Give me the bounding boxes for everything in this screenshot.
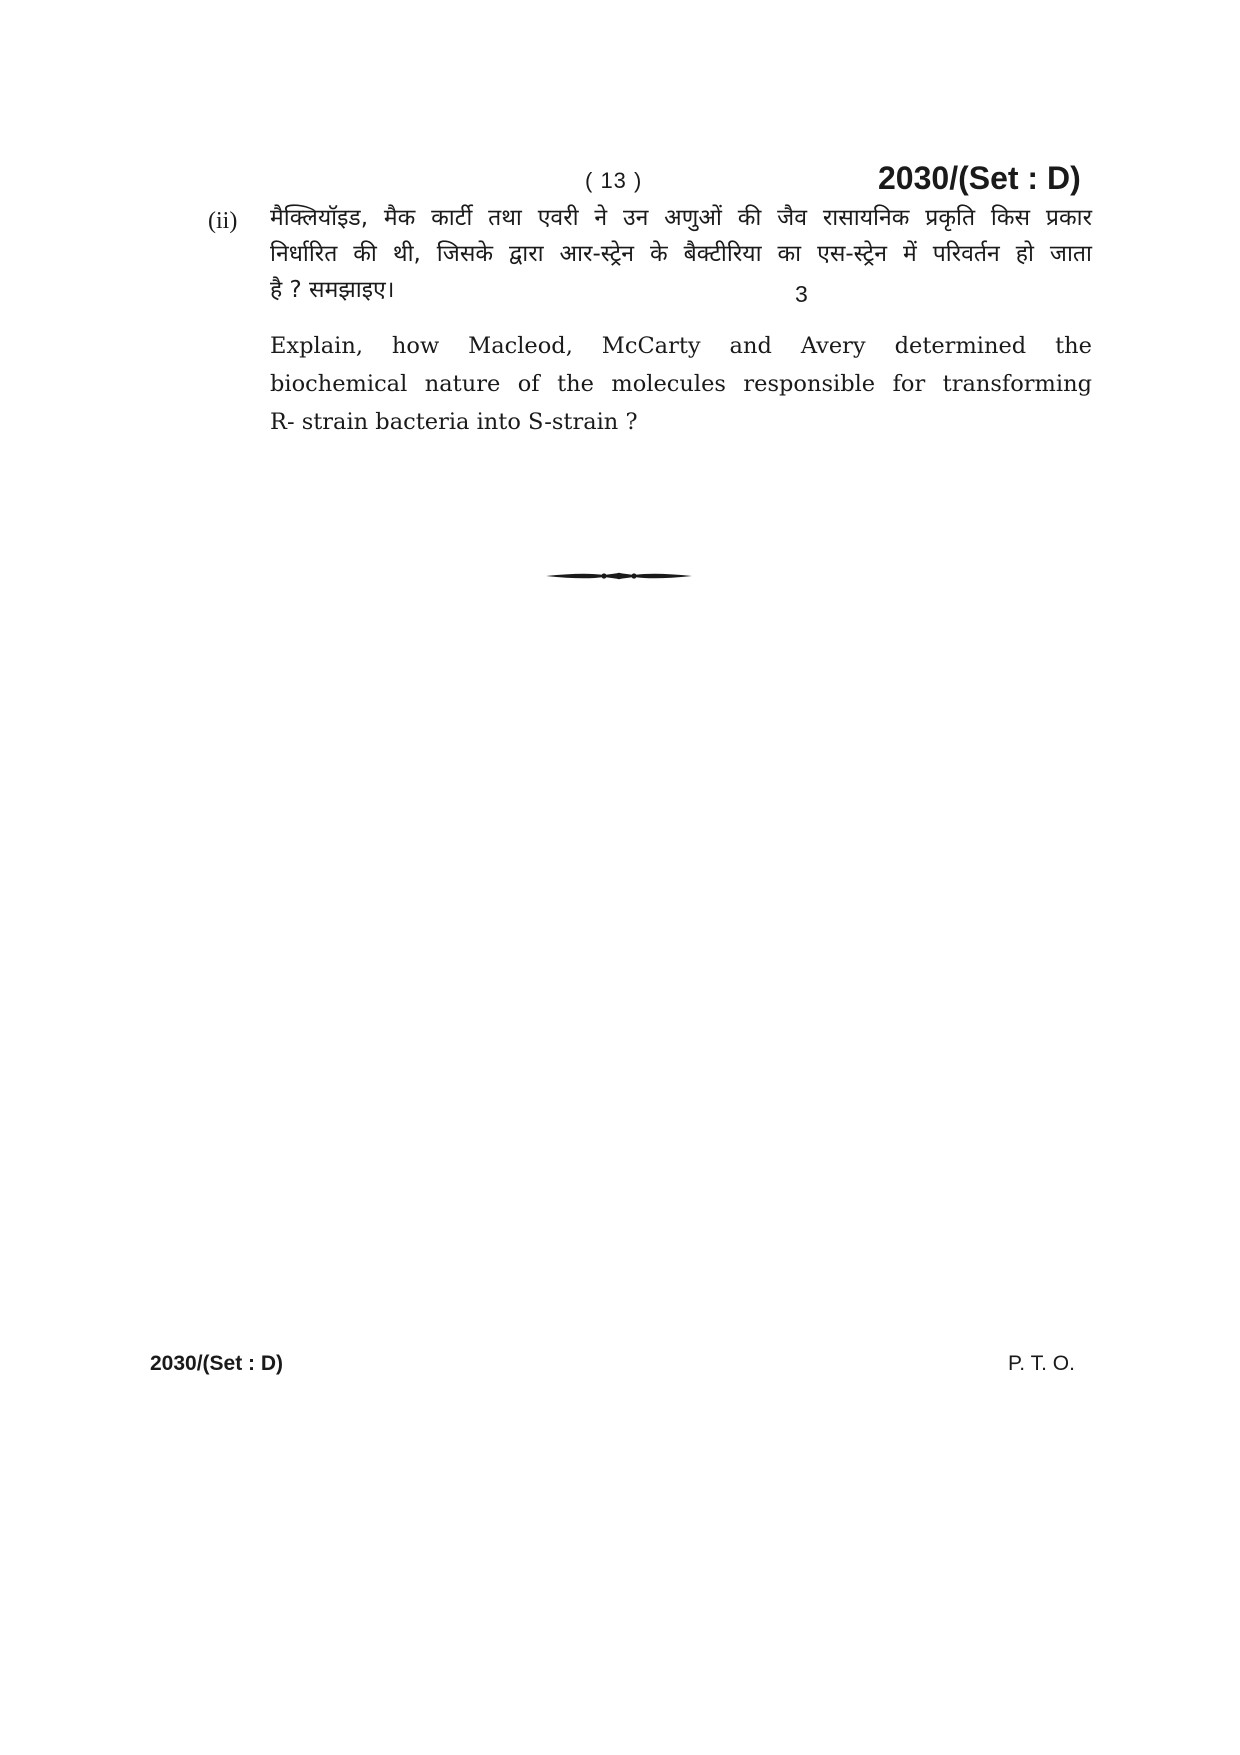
english-line: Explain, how Macleod, McCarty and Avery determined the [270, 333, 1092, 359]
paper-code-header: 2030/(Set : D) [878, 160, 1081, 196]
paper-code-footer: 2030/(Set : D) [150, 1352, 284, 1375]
question-text-english [270, 327, 1092, 441]
english-line: R- strain bacteria into S-strain ? [270, 409, 638, 435]
question-text-hindi [270, 200, 1092, 308]
pto-label: P. T. O. [1008, 1352, 1075, 1375]
hindi-line: मैक्लियॉइड, मैक कार्टी तथा एवरी ने उन अणुओं की जैव रासायनिक प्रकृति किस प्रकार [270, 205, 1092, 231]
end-of-paper-ornament-icon [544, 569, 694, 583]
english-line: biochemical nature of the molecules responsible for transforming [270, 371, 1092, 397]
question-number: (ii) [208, 208, 238, 234]
hindi-line: निर्धारित की थी, जिसके द्वारा आर-स्ट्रेन के बैक्टीरिया का एस-स्ट्रेन में परिवर्तन हो जाता [270, 241, 1092, 267]
page-number: ( 13 ) [585, 168, 643, 193]
question-marks: 3 [795, 281, 808, 307]
hindi-line: है ? समझाइए। [270, 277, 395, 303]
